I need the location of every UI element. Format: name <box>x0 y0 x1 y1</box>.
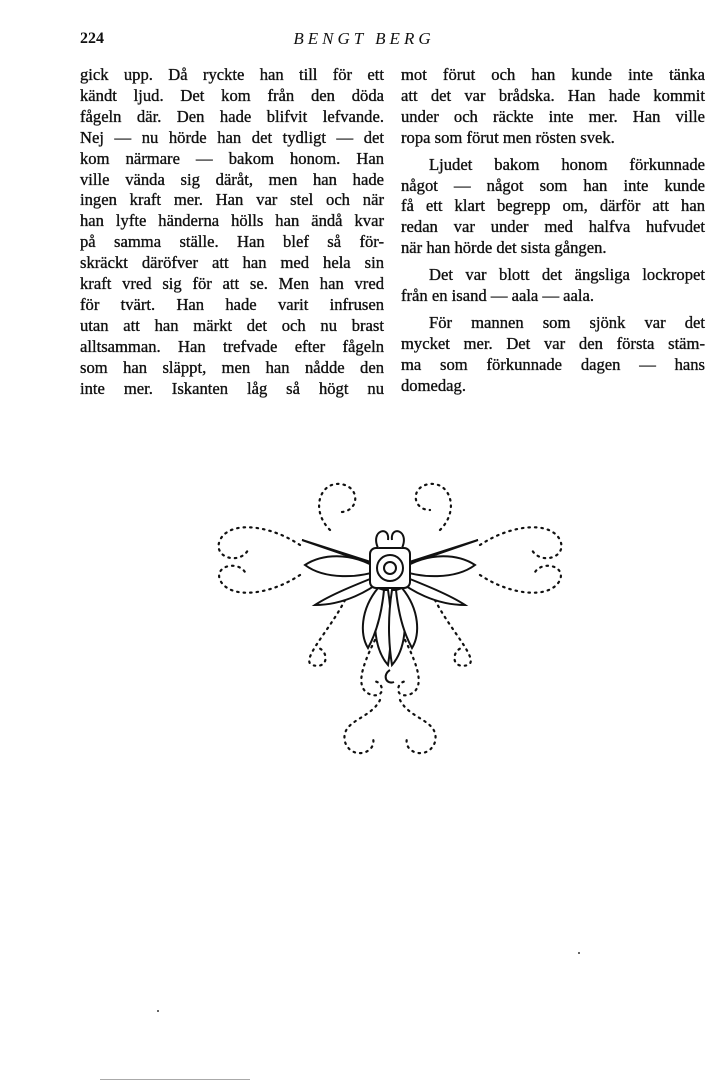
text-line: från en isand — aala — aala. <box>401 286 595 306</box>
text-line: kraft vred sig för att se. Men han vred <box>80 274 384 294</box>
text-line: för tvärt. Han hade varit infrusen <box>80 294 384 314</box>
text-line: skräckt däröfver att han med hela sin <box>80 253 384 273</box>
text-line: kändt ljud. Det kom från den döda <box>80 85 384 105</box>
floral-vignette-icon <box>210 470 570 770</box>
page-number: 224 <box>80 30 104 47</box>
text-line: ropa som förut men rösten svek. <box>401 127 615 147</box>
text-line: mot förut och han kunde inte tänka <box>401 65 705 84</box>
text-line: alltsamman. Han trefvade efter fågeln <box>80 336 384 356</box>
scan-edge-mark <box>100 1079 250 1080</box>
text-line: För mannen som sjönk var det <box>429 312 705 332</box>
text-line: på samma ställe. Han blef så för- <box>80 232 384 252</box>
text-line: ingen kraft mer. Han var stel och när <box>80 190 384 210</box>
paragraph <box>401 313 705 397</box>
text-line: att det var brådska. Han hade kommit <box>401 85 705 105</box>
text-line: utan att han märkt det och nu brast <box>80 315 384 335</box>
paragraph <box>80 65 384 400</box>
left-column <box>80 65 384 406</box>
text-line: gick upp. Då ryckte han till för ett <box>80 65 384 84</box>
scan-speck <box>578 952 580 954</box>
text-line: få ett klart begrepp om, därför att han <box>401 196 705 216</box>
paragraph <box>401 65 705 149</box>
text-line: inte mer. Iskanten låg så högt nu <box>80 378 384 398</box>
running-head: BENGT BERG <box>293 29 435 48</box>
text-line: redan var under med halfva hufvudet <box>401 217 705 237</box>
text-line: fågeln där. Den hade blifvit lefvande. <box>80 106 384 126</box>
text-line: mycket mer. Det var den första stäm- <box>401 333 705 353</box>
text-line: han lyfte händerna hölls han ändå kvar <box>80 211 384 231</box>
text-line: när han hörde det sista gången. <box>401 238 607 258</box>
scan-speck <box>157 1010 159 1012</box>
text-line: Det var blott det ängsliga lockropet <box>429 265 705 285</box>
text-line: något — något som han inte kunde <box>401 175 705 195</box>
text-line: kom närmare — bakom honom. Han <box>80 148 384 168</box>
right-column <box>401 65 705 403</box>
text-line: ville vända sig däråt, men han hade <box>80 169 384 189</box>
text-line: som han släppt, men han nådde den <box>80 357 384 377</box>
text-line: under och räckte inte mer. Han ville <box>401 106 705 126</box>
paragraph <box>401 155 705 260</box>
text-line: Nej — nu hörde han det tydligt — det <box>80 127 384 147</box>
text-line: Ljudet bakom honom förkunnade <box>429 154 705 174</box>
paragraph <box>401 265 705 307</box>
text-line: ma som förkunnade dagen — hans <box>401 354 705 374</box>
text-line: domedag. <box>401 375 466 395</box>
